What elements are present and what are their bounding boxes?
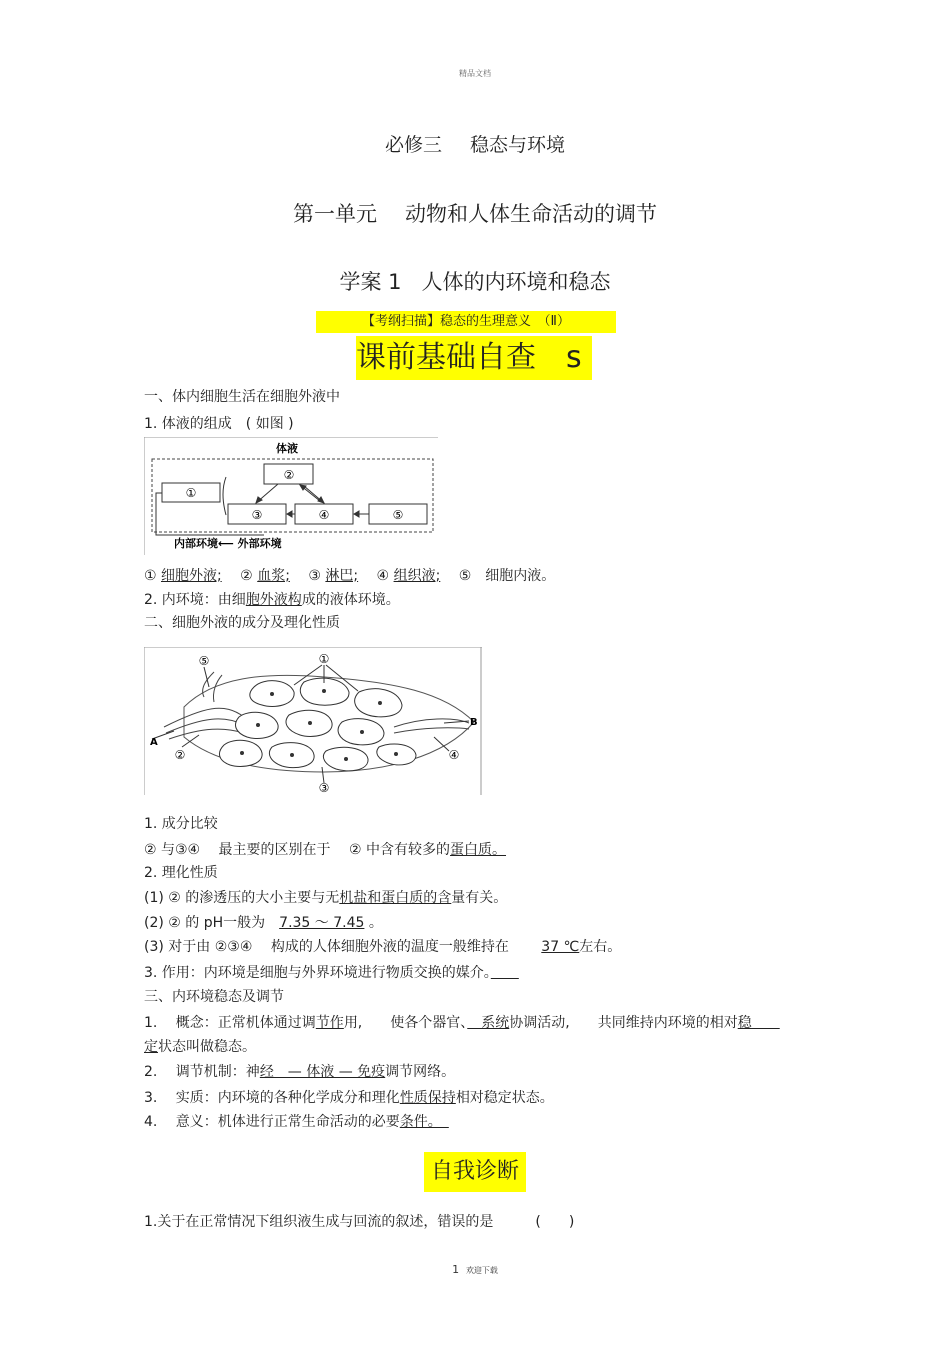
fig2-label-B: B (470, 717, 478, 728)
fig2-label-1: ① (318, 652, 330, 666)
item-3-1-u3: 稳 (737, 1015, 780, 1031)
section-1-heading: 一、体内细胞生活在细胞外液中 (144, 389, 340, 405)
item-3-4-u: 条件。 (399, 1114, 449, 1130)
item-1-1: 1. 体液的组成 ( 如图 ) (144, 416, 294, 432)
ans-num-1: ① (144, 568, 157, 584)
item-3-1b-post: 状态叫做稳态。 (158, 1039, 256, 1055)
item-3-2-post: 调节网络。 (385, 1064, 456, 1080)
question-1: 1.关于在正常情况下组织液生成与回流的叙述，错误的是 ( ) (144, 1214, 575, 1230)
item-2-2c-post: 左右。 (579, 939, 622, 955)
item-2-1a-u: 蛋白质。 (450, 842, 507, 858)
item-2-3 (144, 962, 519, 982)
figure-body-fluid (144, 437, 438, 555)
kaogang-banner: 【考纲扫描】稳态的生理意义 （Ⅱ） (316, 311, 616, 333)
title-lesson (0, 266, 950, 296)
figure-tissue-svg (144, 647, 482, 795)
fig1-title: 体液 (276, 442, 298, 455)
item-3-1b-u: 定 (144, 1039, 158, 1055)
item-1-2 (144, 589, 400, 609)
page-number: 1 (452, 1263, 460, 1276)
fig1-label-2: ② (283, 468, 295, 482)
item-2-1a (144, 839, 506, 859)
item-3-2 (144, 1061, 455, 1081)
fig1-bottom-label: 内部环境⟵ 外部环境 (174, 537, 282, 550)
title-unit (0, 198, 950, 228)
ans-1: 细胞外液; (161, 568, 222, 584)
item-2-2b-pre: (2) ② 的 pH一般为 (144, 915, 280, 931)
title-unit-num: 第一单元 (293, 202, 377, 226)
ans-num-2: ② (226, 568, 253, 584)
title-book-part: 必修三 (384, 134, 442, 156)
ans-num-4: ④ (362, 568, 390, 584)
item-3-1b (144, 1036, 256, 1056)
page-footer (0, 1263, 950, 1276)
item-2-2a-pre: (1) ② 的渗透压的大小主要与无 (144, 890, 340, 906)
item-2-2b-post: 。 (364, 915, 383, 931)
item-1-2-u: 胞外液构 (245, 592, 302, 608)
fig2-cells (219, 678, 416, 771)
item-1-2-pre: 2. 内环境：由细 (144, 592, 246, 608)
item-2-1a-pre: ② 与③④ 最主要的区别在于 ② 中含有较多的 (144, 842, 451, 858)
item-3-1-pre: 1. 概念：正常机体通过调 (144, 1015, 316, 1031)
item-3-1-mid2: 协调活动, 共同维持内环境的相对 (509, 1015, 738, 1031)
page-header: 精品文档 (459, 69, 491, 78)
figure-tissue (144, 647, 482, 795)
ans-2: 血浆; (257, 568, 290, 584)
item-3-1-u1: 节作 (315, 1015, 344, 1031)
item-2-2c (144, 936, 621, 956)
item-3-1-mid1: 用, 使各个器官、 (343, 1015, 468, 1031)
fig2-label-3: ③ (318, 781, 330, 795)
item-2-2c-u: 37 ℃ (541, 939, 580, 955)
item-2-2c-pre: (3) 对于由 ②③④ 构成的人体细胞外液的温度一般维持在 (144, 939, 542, 955)
ans-3: 淋巴; (325, 568, 359, 584)
item-2-2a-u: 机盐和蛋白质的含 (339, 890, 452, 906)
answer-line (144, 565, 555, 585)
item-3-1 (144, 1012, 780, 1032)
fig1-label-3: ③ (251, 508, 263, 522)
title-book-name: 稳态与环境 (470, 134, 566, 156)
fig1-label-5: ⑤ (392, 508, 404, 522)
item-3-3-pre: 3. 实质：内环境的各种化学成分和理化 (144, 1090, 400, 1106)
fig2-label-4: ④ (448, 748, 460, 762)
item-2-2b (144, 912, 383, 932)
fig1-label-4: ④ (318, 508, 330, 522)
ans-num-3: ③ (294, 568, 321, 584)
title-unit-name: 动物和人体生命活动的调节 (405, 202, 657, 226)
item-2-2a (144, 887, 507, 907)
title-lesson-num: 学案 1 (339, 270, 402, 294)
item-3-3 (144, 1087, 554, 1107)
section-3-heading: 三、内环境稳态及调节 (144, 989, 284, 1005)
section-2-heading: 二、细胞外液的成分及理化性质 (144, 615, 340, 631)
zhenduan-heading: 自我诊断 (424, 1152, 526, 1192)
item-2-2: 2. 理化性质 (144, 865, 218, 881)
figure-body-fluid-svg (144, 437, 438, 555)
fig2-label-5: ⑤ (198, 654, 210, 668)
fig2-label-A: A (150, 737, 158, 748)
item-2-1: 1. 成分比较 (144, 816, 218, 832)
item-1-2-post: 成的液体环境。 (301, 592, 400, 608)
ans-num-5: ⑤ 细胞内液。 (444, 568, 556, 584)
footer-text: 欢迎下载 (465, 1266, 498, 1275)
item-3-3-post: 相对稳定状态。 (455, 1090, 554, 1106)
item-2-3-u (491, 965, 519, 981)
item-3-2-pre: 2. 调节机制：神 (144, 1064, 260, 1080)
fig1-brace (223, 477, 226, 515)
item-3-3-u: 性质保持 (399, 1090, 456, 1106)
item-3-1-u2: 系统 (467, 1015, 510, 1031)
item-3-2-u: 经 — 体液 — 免疫 (259, 1064, 386, 1080)
title-lesson-name: 人体的内环境和稳态 (421, 270, 611, 294)
keqian-heading: 课前基础自查 s (356, 336, 592, 380)
title-book (0, 130, 950, 157)
ans-4: 组织液; (393, 568, 441, 584)
item-2-3-pre: 3. 作用：内环境是细胞与外界环境进行物质交换的媒介。 (144, 965, 491, 981)
item-2-2a-post: 量有关。 (451, 890, 508, 906)
fig2-label-2: ② (174, 748, 186, 762)
fig1-label-1: ① (185, 486, 197, 500)
item-3-4-pre: 4. 意义：机体进行正常生命活动的必要 (144, 1114, 400, 1130)
item-3-4 (144, 1111, 449, 1131)
item-2-2b-u: 7.35 ～ 7.45 (279, 915, 365, 931)
